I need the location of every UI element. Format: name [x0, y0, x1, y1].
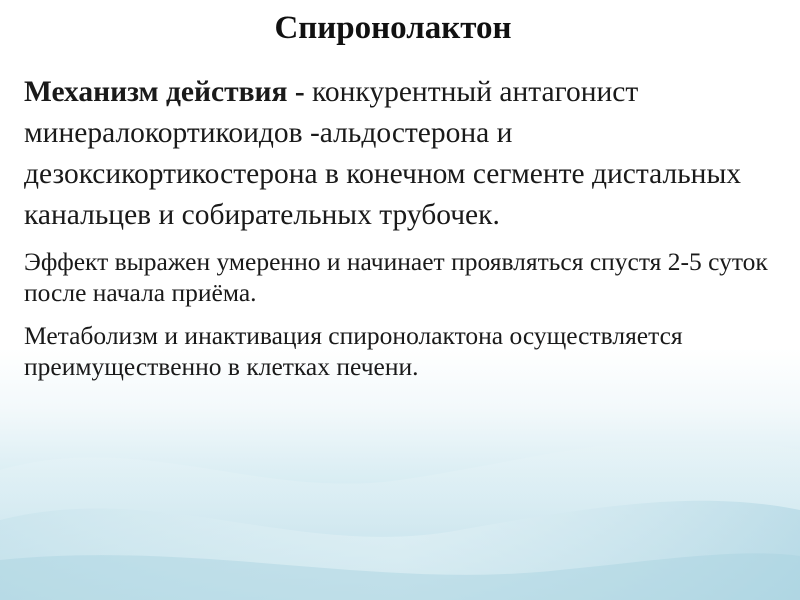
effect-paragraph: Эффект выражен умеренно и начинает проявляться спустя 2-5 суток после начала приёма.: [24, 247, 768, 307]
mechanism-text: конкурентный антагонист минералокортикоидов -альдостерона и дезоксикортикостерона в конечном сегменте дистальных канальцев и собирательных трубочек.: [24, 76, 742, 231]
slide-title: Спиронолактон: [274, 10, 512, 46]
slide-content: [24, 72, 774, 394]
metabolism-paragraph: Метаболизм и инактивация спиронолактона осуществляется преимущественно в клетках печени.: [24, 321, 683, 381]
mechanism-label: Механизм действия -: [24, 76, 313, 108]
mechanism-paragraph: [24, 72, 774, 236]
